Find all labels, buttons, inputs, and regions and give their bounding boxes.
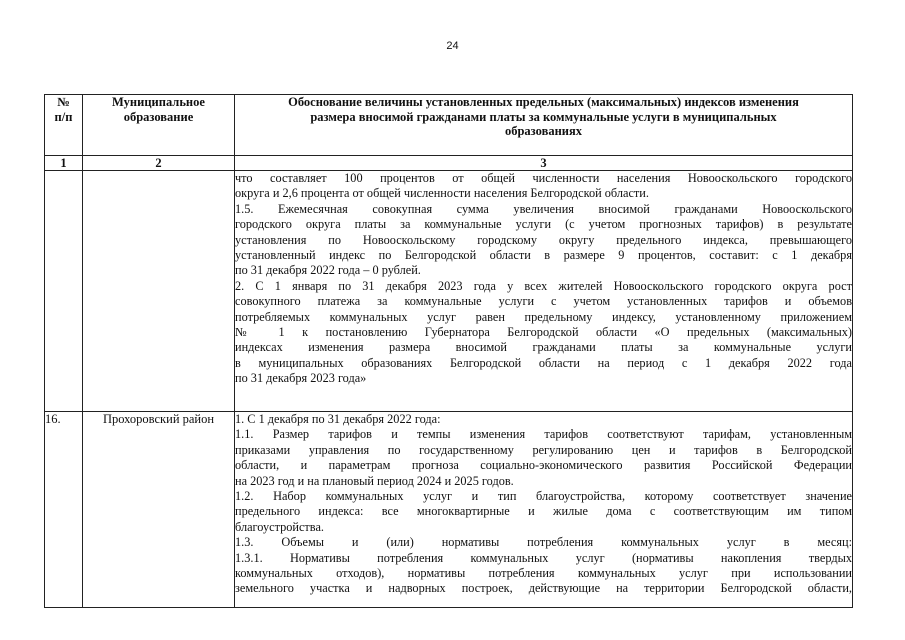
row-number: 16. bbox=[45, 412, 83, 608]
text-line: благоустройства. bbox=[235, 519, 324, 534]
text-line: 1. С 1 декабря по 31 декабря 2022 года: bbox=[235, 412, 441, 426]
header-municipality bbox=[83, 95, 235, 156]
text-line: приказами управления по государственному регулированию цен и тарифов в Белгородской bbox=[235, 442, 852, 457]
text-line: округа и 2,6 процента от общей численности населения Белгородской области. bbox=[235, 186, 649, 201]
header-municipality-line: Муниципальное bbox=[112, 95, 205, 109]
text-line: предельного индекса: все многоквартирные и жилые дома с соответствующим им типом bbox=[235, 504, 852, 519]
text-line: 1.1. Размер тарифов и темпы изменения тарифов соответствуют тарифам, установленным bbox=[235, 427, 852, 442]
row-municipality bbox=[83, 171, 235, 412]
text-line: установленный индекс по Белгородской области в размере 9 процентов, составит: с 1 декабря bbox=[235, 248, 852, 263]
row-justification bbox=[235, 412, 853, 608]
header-justification bbox=[235, 95, 853, 156]
column-number-row bbox=[45, 156, 853, 171]
table-row bbox=[45, 171, 853, 412]
indices-table bbox=[44, 94, 853, 608]
text-line: в муниципальных образованиях Белгородской области на период с 1 декабря 2022 года bbox=[235, 355, 852, 370]
text-line: области, и параметрам прогноза социально-экономического развития Российской Федерации bbox=[235, 458, 852, 473]
text-line: № 1 к постановлению Губернатора Белгородской области «О предельных (максимальных) bbox=[235, 325, 852, 340]
text-line: на 2023 год и на плановый период 2024 и 2025 годов. bbox=[235, 473, 514, 488]
text-line: земельного участка и надворных построек, действующие на территории Белгородской области, bbox=[235, 581, 852, 596]
page-number: 24 bbox=[446, 40, 459, 52]
text-line: по 31 декабря 2023 года» bbox=[235, 371, 367, 386]
text-line: установления по Новооскольскому городскому округу предельного индекса, превышающего bbox=[235, 232, 852, 247]
text-line: индексах изменения размера вносимой гражданами платы за коммунальные услуги bbox=[235, 340, 852, 355]
text-line: городского округа платы за коммунальные услуги (с учетом прогнозных тарифов) в результате bbox=[235, 217, 852, 232]
header-justification-line: Обоснование величины установленных предельных (максимальных) индексов изменения bbox=[288, 95, 799, 109]
row-justification bbox=[235, 171, 853, 412]
text-line: 1.2. Набор коммунальных услуг и тип благоустройства, которому соответствует значение bbox=[235, 489, 852, 504]
text-line: 1.5. Ежемесячная совокупная сумма увеличения вносимой гражданами Новооскольского bbox=[235, 201, 852, 216]
header-number-line: № bbox=[57, 95, 70, 109]
header-municipality-line: образование bbox=[123, 109, 194, 124]
column-number: 1 bbox=[45, 156, 83, 171]
header-number bbox=[45, 95, 83, 156]
row-number bbox=[45, 171, 83, 412]
text-line: 1.3.1. Нормативы потребления коммунальных услуг (нормативы накопления твердых bbox=[235, 550, 852, 565]
header-justification-line: размера вносимой гражданами платы за коммунальные услуги в муниципальных bbox=[310, 109, 777, 124]
column-number: 2 bbox=[83, 156, 235, 171]
text-line: по 31 декабря 2022 года – 0 рублей. bbox=[235, 263, 421, 278]
text-line: 2. С 1 января по 31 декабря 2023 года у всех жителей Новооскольского городского округа рост bbox=[235, 278, 852, 293]
text-line: совокупного платежа за коммунальные услуги с учетом установленных тарифов и объемов bbox=[235, 294, 852, 309]
table-header-row bbox=[45, 95, 853, 156]
row-municipality: Прохоровский район bbox=[83, 412, 235, 608]
header-justification-line: образованиях bbox=[504, 124, 582, 138]
header-number-line: п/п bbox=[54, 109, 73, 124]
table-row bbox=[45, 412, 853, 608]
text-line: 1.3. Объемы и (или) нормативы потребления коммунальных услуг в месяц: bbox=[235, 535, 852, 550]
text-line: что составляет 100 процентов от общей численности населения Новооскольского городского bbox=[235, 171, 852, 185]
column-number: 3 bbox=[235, 156, 853, 171]
text-line: коммунальных отходов), нормативы потребления коммунальных услуг при использовании bbox=[235, 566, 852, 581]
text-line: потребляемых коммунальных услуг равен предельному индексу, установленному приложением bbox=[235, 309, 852, 324]
